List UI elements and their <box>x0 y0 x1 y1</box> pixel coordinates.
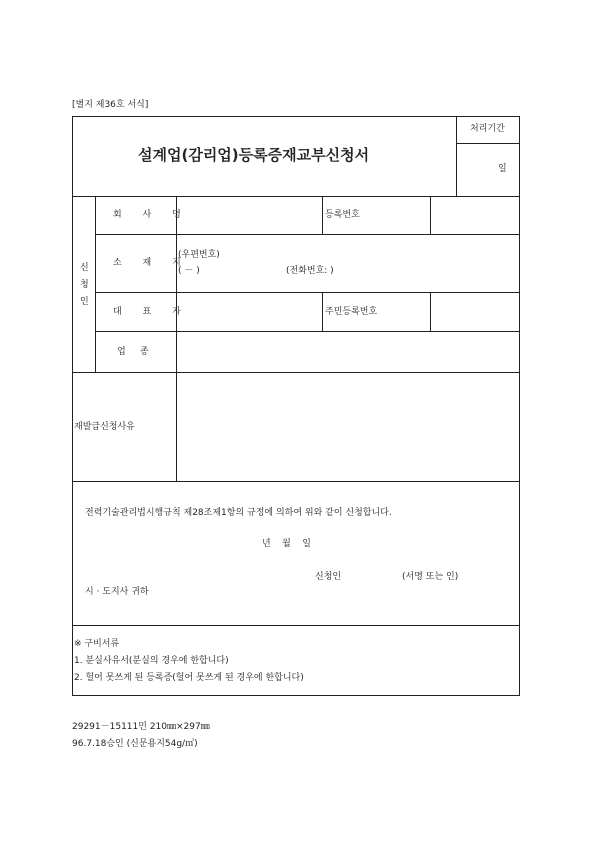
form-number: [별지 제36호 서식] <box>72 100 149 110</box>
applicant-label-3: 인 <box>80 297 89 307</box>
processing-label: 처리기간 <box>470 124 505 134</box>
postal-code-field[interactable]: ( － ) <box>178 266 200 276</box>
divider <box>322 196 323 234</box>
addressee: 시 · 도지사 귀하 <box>85 587 149 597</box>
divider <box>72 481 520 482</box>
applicant-label-2: 청 <box>80 280 89 290</box>
divider <box>72 625 520 626</box>
attachment-item: 2. 헐어 못쓰게 된 등록증(헐어 못쓰게 된 경우에 한합니다) <box>74 673 304 683</box>
footer-spec: 29291－15111민 210㎜×297㎜ <box>72 722 210 732</box>
registration-no-field[interactable] <box>431 197 519 233</box>
business-type-field[interactable] <box>177 332 519 371</box>
attachments-title: ※ 구비서류 <box>74 639 120 649</box>
phone-field[interactable]: (전화번호: ) <box>286 266 334 276</box>
footer-approval: 96.7.18승인 (신문용지54g/㎡) <box>72 739 198 749</box>
company-name-label: 회 사 명 <box>113 210 190 220</box>
applicant-sign-label: 신청인 <box>315 572 342 582</box>
divider <box>95 196 96 372</box>
processing-value: 일 <box>498 164 507 174</box>
company-name-field[interactable] <box>177 197 321 233</box>
divider <box>95 234 520 235</box>
form-title: 설계업(감리업)등록증재교부신청서 <box>138 146 370 164</box>
reason-label: 재발급신청사유 <box>74 422 135 432</box>
signature-note[interactable]: (서명 또는 인) <box>402 572 459 582</box>
divider <box>456 116 457 196</box>
date-line[interactable]: 년 월 일 <box>262 539 311 549</box>
applicant-label-1: 신 <box>80 263 89 273</box>
divider <box>456 143 520 144</box>
reason-field[interactable] <box>177 373 519 480</box>
representative-label: 대 표 자 <box>113 307 190 317</box>
representative-field[interactable] <box>177 293 321 330</box>
resident-no-label: 주민등록번호 <box>325 307 378 317</box>
business-type-label: 업 종 <box>117 347 149 357</box>
resident-no-field[interactable] <box>431 293 519 330</box>
divider <box>322 292 323 331</box>
postal-code-label: (우편번호) <box>178 250 220 260</box>
declaration-text: 전력기술관리법시행규칙 제28조제1항의 규정에 의하여 위와 같이 신청합니다. <box>85 508 392 518</box>
registration-no-label: 등록번호 <box>325 210 360 220</box>
attachment-item: 1. 분실사유서(분실의 경우에 한합니다) <box>74 656 229 666</box>
address-label: 소 재 지 <box>113 258 190 268</box>
